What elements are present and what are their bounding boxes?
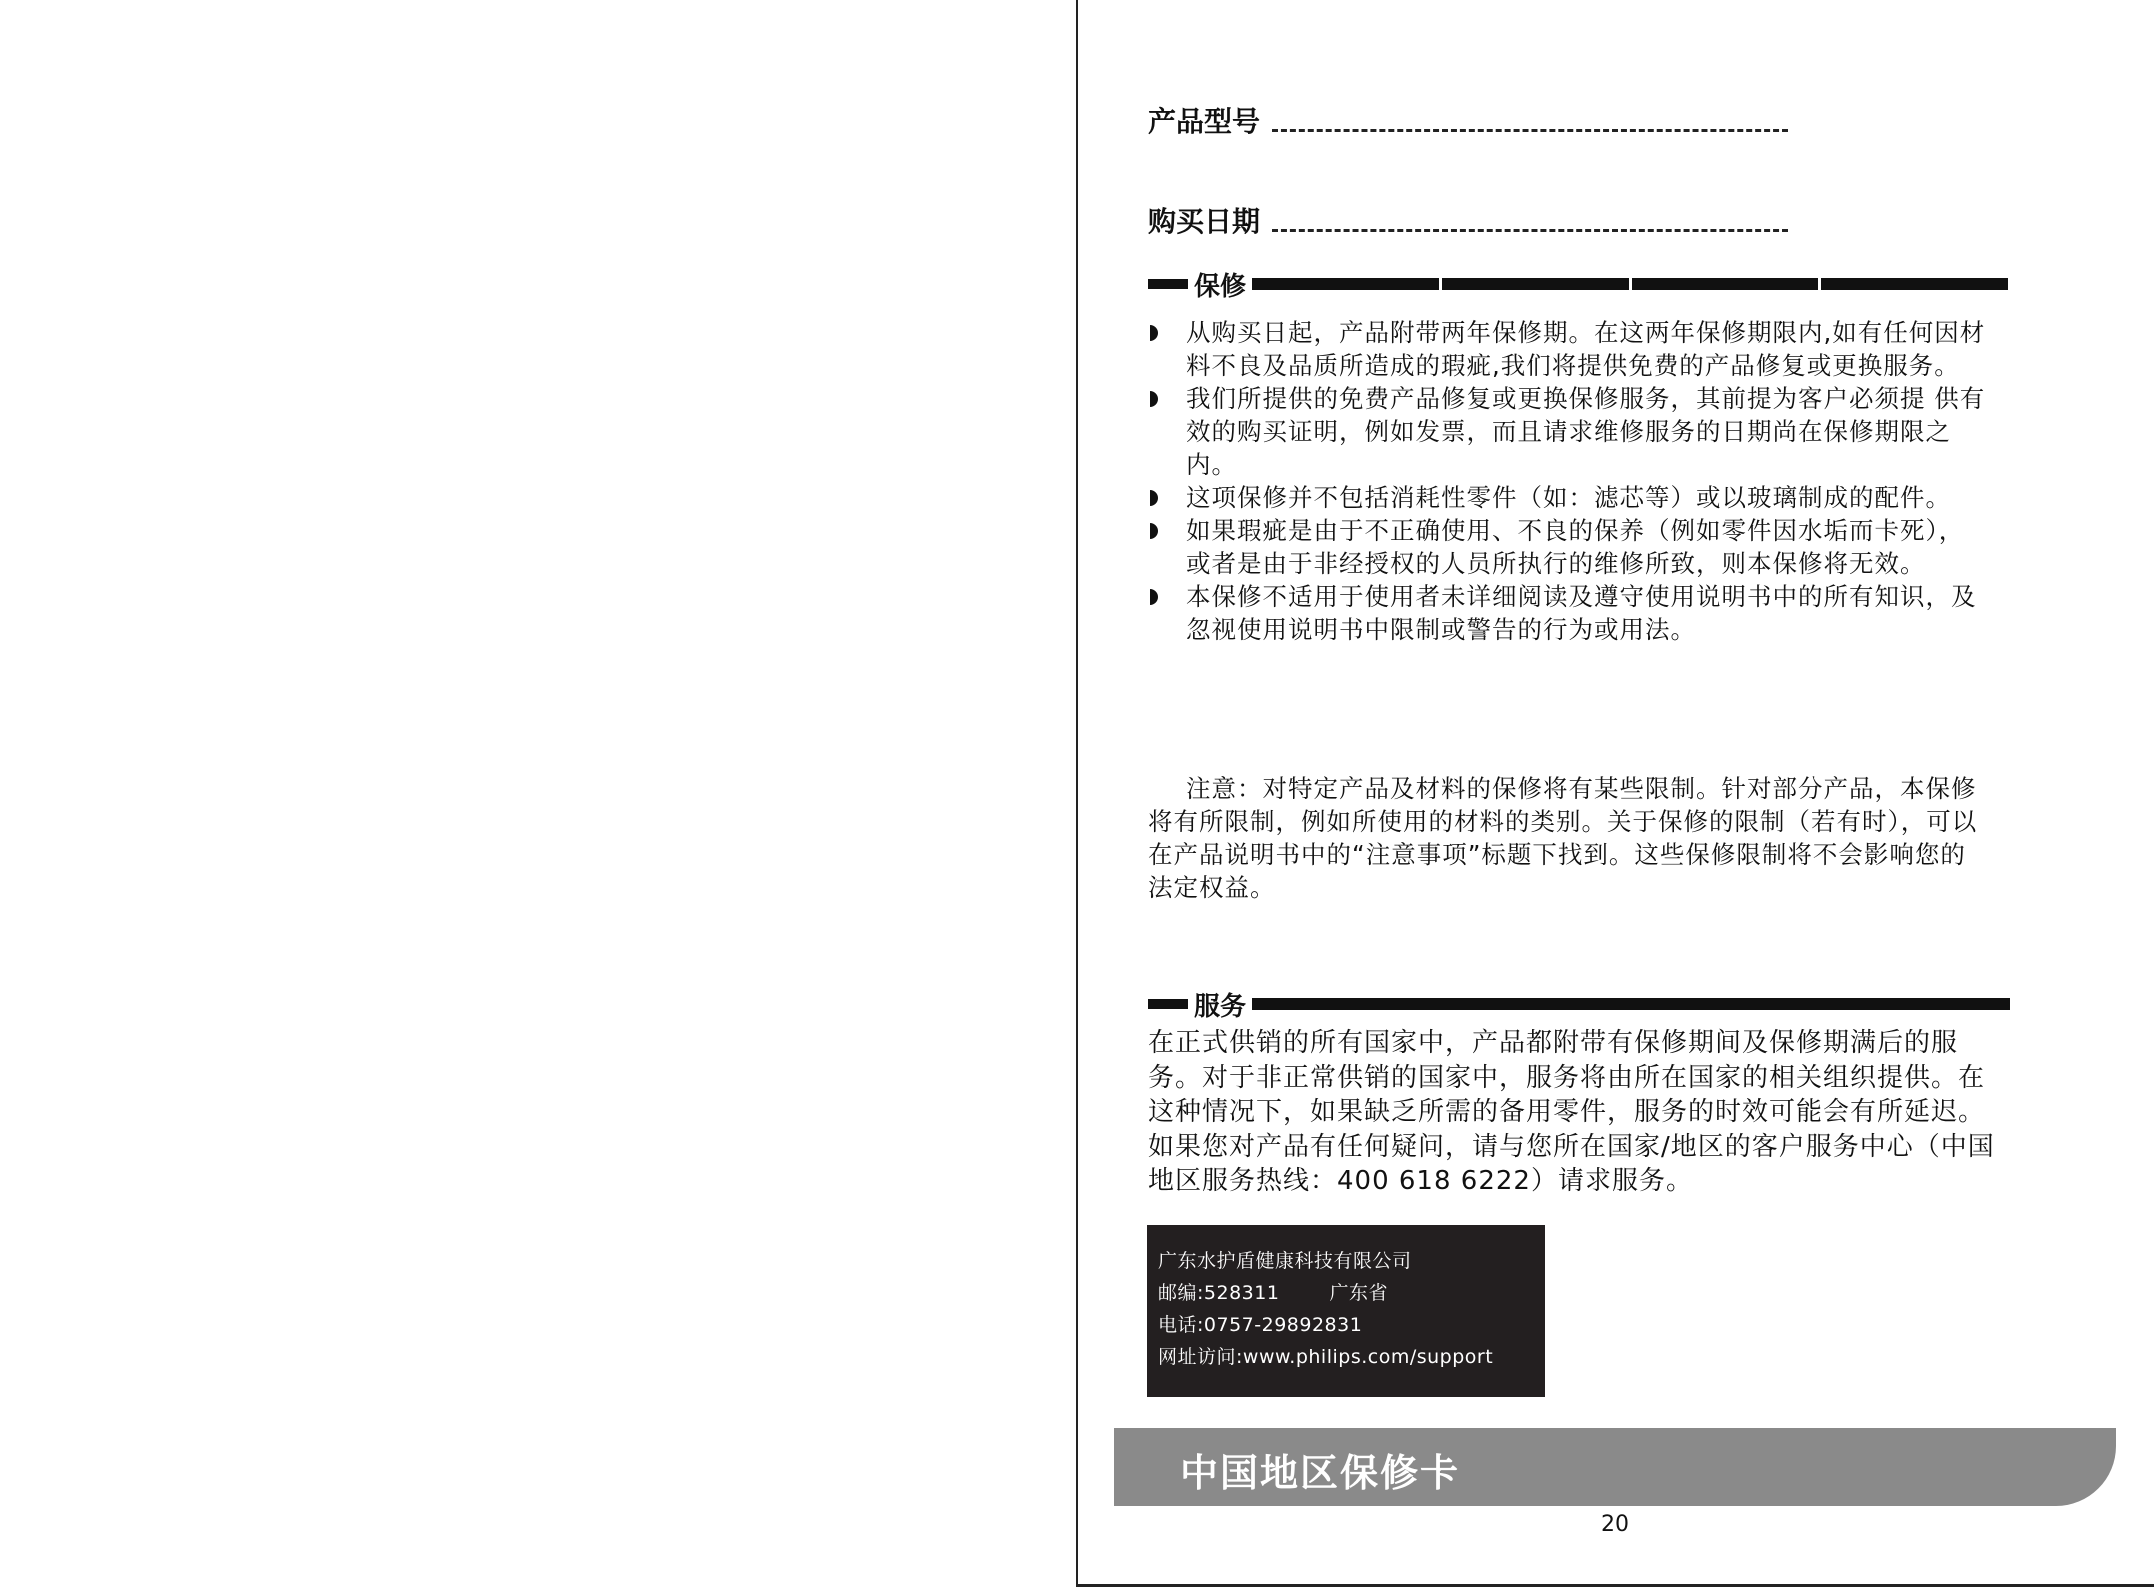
website: 网址访问:www.philips.com/support <box>1158 1346 1494 1368</box>
banner-title: 中国地区保修卡 <box>1180 1451 1461 1495</box>
warranty-term-text: 我们所提供的免费产品修复或更换保修服务，其前提为客户必须提 供有效的购买证明，例如发票，而且请求维修服务的日期尚在保修期限之内。 <box>1186 384 1986 479</box>
product-model-blank-line <box>1272 129 1788 132</box>
heading-rule-left <box>1148 999 1188 1009</box>
company-name: 广东水护盾健康科技有限公司 <box>1158 1250 1412 1272</box>
heading-rule-left <box>1148 279 1188 289</box>
province: 广东省 <box>1329 1282 1388 1304</box>
heading-rule-right <box>1252 278 2008 290</box>
service-heading <box>1148 986 2010 1022</box>
warranty-term <box>1148 382 1988 481</box>
bullet-icon <box>1150 325 1158 341</box>
bullet-icon <box>1150 523 1158 539</box>
warranty-term <box>1148 580 1988 646</box>
warranty-term-text: 这项保修并不包括消耗性零件（如：滤芯等）或以玻璃制成的配件。 <box>1186 483 1951 512</box>
product-model-field <box>1148 96 1788 136</box>
postcode: 邮编:528311 <box>1158 1282 1280 1304</box>
warranty-term <box>1148 316 1988 382</box>
warranty-term-text: 如果瑕疵是由于不正确使用、不良的保养（例如零件因水垢而卡死），或者是由于非经授权的人员所执行的维修所致，则本保修将无效。 <box>1186 516 1965 578</box>
bullet-icon <box>1150 391 1158 407</box>
bullet-icon <box>1150 490 1158 506</box>
phone: 电话:0757-29892831 <box>1158 1314 1363 1336</box>
warranty-heading-title: 保修 <box>1194 271 1247 302</box>
warranty-term <box>1148 514 1988 580</box>
postcode-row <box>1158 1277 1545 1309</box>
service-heading-title: 服务 <box>1194 991 1247 1022</box>
purchase-date-field <box>1148 196 1788 236</box>
warranty-note: 注意：对特定产品及材料的保修将有某些限制。针对部分产品，本保修将有所限制，例如所使用的材料的类别。关于保修的限制（若有时），可以在产品说明书中的“注意事项”标题下找到。这些保修限制将不会影响您的法定权益。 <box>1148 774 1978 902</box>
warranty-terms-list <box>1148 316 1988 646</box>
warranty-term-text: 本保修不适用于使用者未详细阅读及遵守使用说明书中的所有知识，及忽视使用说明书中限制或警告的行为或用法。 <box>1186 582 1977 644</box>
contact-info-box <box>1147 1225 1545 1397</box>
bullet-icon <box>1150 589 1158 605</box>
warranty-term <box>1148 481 1988 514</box>
left-blank-page <box>0 0 1076 1587</box>
service-description: 在正式供销的所有国家中，产品都附带有保修期间及保修期满后的服务。对于非正常供销的国家中，服务将由所在国家的相关组织提供。在这种情况下，如果缺乏所需的备用零件，服务的时效可能会有所延迟。如果您对产品有任何疑问，请与您所在国家/地区的客户服务中心（中国地区服务热线：400 618 6222）请求服务。 <box>1148 1028 1995 1196</box>
warranty-heading <box>1148 266 2008 302</box>
warranty-term-text: 从购买日起，产品附带两年保修期。在这两年保修期限内,如有任何因材料不良及品质所造成的瑕疵,我们将提供免费的产品修复或更换服务。 <box>1186 318 1986 380</box>
purchase-date-blank-line <box>1272 229 1788 232</box>
heading-rule-right <box>1252 998 2010 1010</box>
warranty-card-banner <box>1114 1428 2116 1506</box>
page-number: 20 <box>1601 1512 1629 1537</box>
purchase-date-label: 购买日期 <box>1148 205 1261 238</box>
product-model-label: 产品型号 <box>1148 105 1261 138</box>
